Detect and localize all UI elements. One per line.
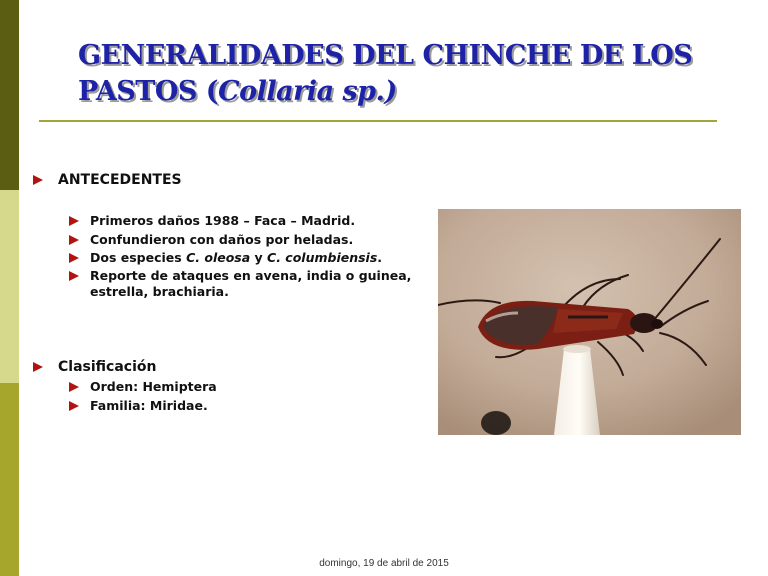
arrowhead-bullet-icon: [69, 235, 79, 245]
list-item: [69, 232, 424, 248]
list-item: [69, 379, 424, 395]
arrowhead-bullet-icon: [69, 382, 79, 392]
list-item-text: Primeros daños 1988 – Faca – Madrid.: [90, 213, 356, 228]
list-item-text: Reporte de ataques en avena, india o guinea, estrella, brachiaria.: [90, 268, 412, 299]
list-item: [69, 213, 424, 229]
insect-photo: [438, 209, 741, 435]
list-item: [69, 268, 424, 300]
footer-date: domingo, 19 de abril de 2015: [319, 558, 449, 569]
section-antecedentes-heading: [33, 172, 182, 188]
slide-title-main: GENERALIDADES DEL CHINCHE DE LOS PASTOS (: [78, 40, 693, 107]
arrowhead-bullet-icon: [69, 271, 79, 281]
species-name: C. columbiensis: [267, 250, 378, 265]
list-item: [69, 250, 424, 266]
arrowhead-bullet-icon: [69, 253, 79, 263]
list-item-text: Familia: Miridae.: [90, 398, 208, 413]
list-item-text: Dos especies C. oleosa y C. columbiensis.: [90, 250, 383, 265]
arrowhead-bullet-icon: [69, 401, 79, 411]
arrowhead-bullet-icon: [33, 362, 43, 372]
list-item: [69, 398, 424, 414]
arrowhead-bullet-icon: [33, 175, 43, 185]
slide-title-scientific-name: Collaria sp.): [218, 76, 397, 107]
species-name: C. oleosa: [186, 250, 251, 265]
section-heading-text: Clasificación: [58, 359, 157, 375]
section-heading-text: ANTECEDENTES: [58, 172, 182, 188]
list-item-text: Orden: Hemiptera: [90, 379, 217, 394]
sidebar-band-middle: [0, 190, 19, 383]
list-item-text: Confundieron con daños por heladas.: [90, 232, 354, 247]
title-divider: [39, 120, 717, 122]
arrowhead-bullet-icon: [69, 216, 79, 226]
sidebar-band-bottom: [0, 383, 19, 576]
slide-title: [78, 38, 738, 110]
sidebar-band-top: [0, 0, 19, 190]
section-clasificacion-heading: [33, 359, 156, 375]
